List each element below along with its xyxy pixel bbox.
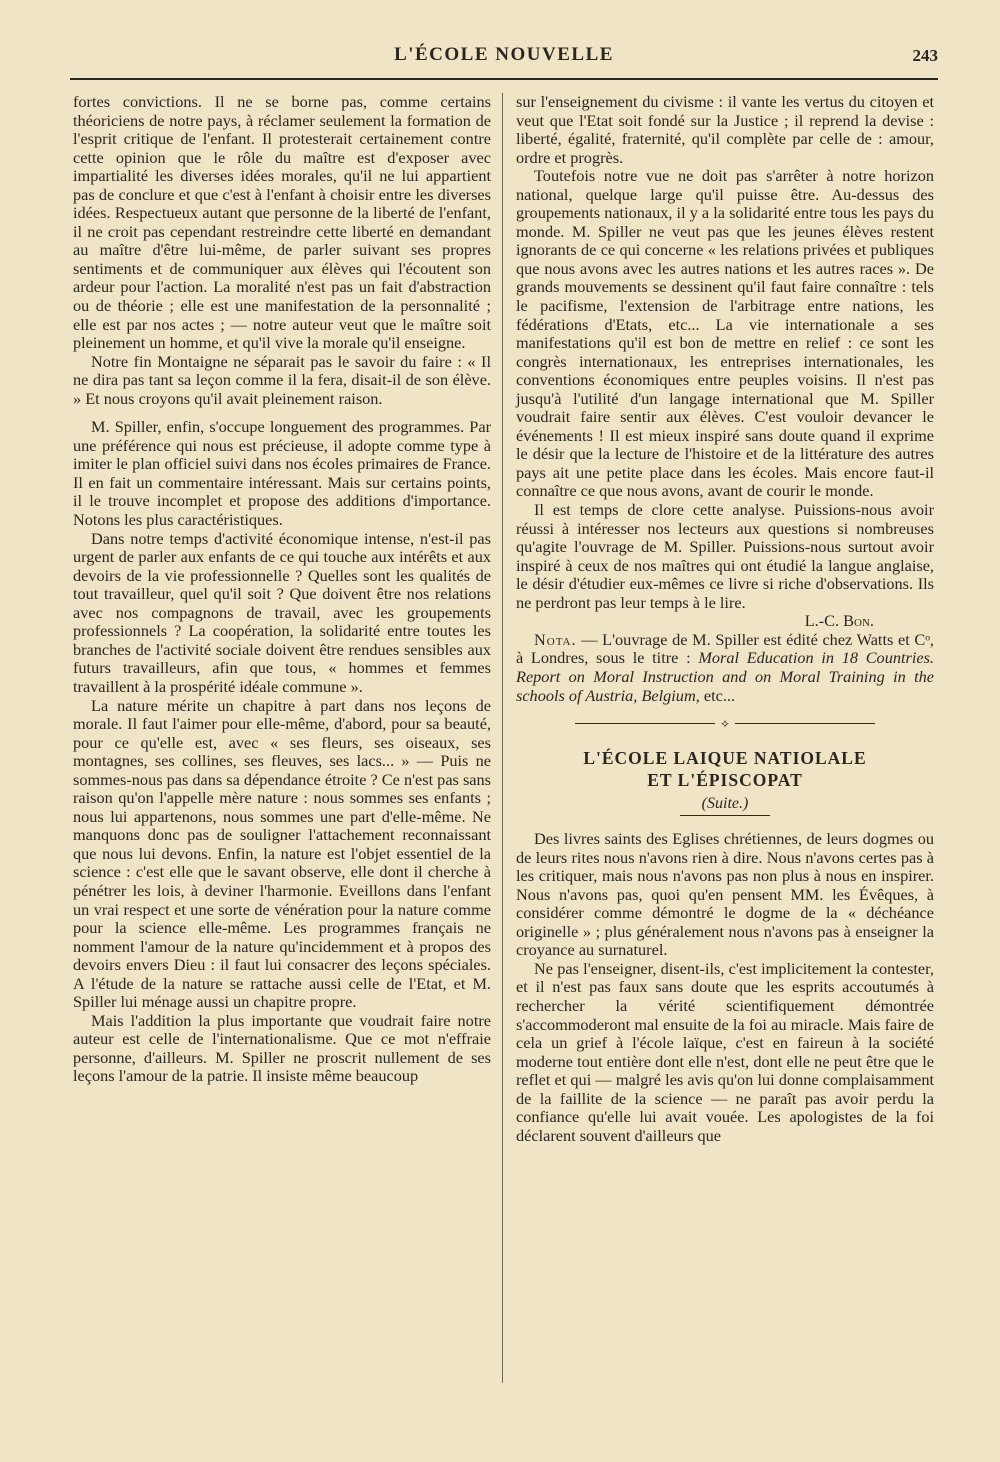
paragraph: Dans notre temps d'activité économique intense, n'est-il pas urgent de parler aux enfants de ce qui touche aux intérêts et aux devoirs de la vie professionnelle ? Quelles sont les qualités de tout travailleur, quel qu'il soit ? Que doivent être nos relations avec nos compagnons de travail, avec les groupements professionnels ? La coopération, la solidarité entre toutes les branches de l'activité sociale doivent être rendues sensibles aux futurs travailleurs, afin que tous, « hommes et femmes travaillent à la prospérité idéale commune ». — [73, 528, 491, 696]
ornament-rule — [575, 723, 715, 724]
paragraph: Toutefois notre vue ne doit pas s'arrêter à notre horizon national, quelque large qu'il puisse être. Au-dessus des groupements nationaux, il y a la solidarité entre tous les pays du monde. M. Spiller ne veut pas que les jeunes élèves restent ignorants de ce qui concerne « les relations privées et publiques que nous avons avec les autres nations et les autres races ». De grands mouvements se dessinent qu'il faut faire connaître : tels le pacifisme, l'extension de l'arbitrage entre nations, les fédérations d'Etats, etc... La vie internationale a ses manifestations qu'il est bon de mettre en relief : ce sont les congrès internationaux, les entreprises internationales, les conventions économiques entre peuples voisins. Il n'est pas jusqu'à l'utilité d'un langage international que M. Spiller voudrait faire sentir aux élèves. C'est vouloir devancer le événements ! Il est mieux inspiré sans doute quand il exprime le désir que la lecture de l'histoire et de la littérature des autres pays ait une petite place dans les écoles. Mais encore faut-il connaître ce que nous avons, avant de courir le monde. — [516, 166, 934, 501]
section-ornament — [516, 713, 934, 733]
paragraph: Notre fin Montaigne ne séparait pas le savoir du faire : « Il ne dira pas tant sa leçon comme il la fera, disait-il de son élève. » Et nous croyons qu'il avait pleinement raison. — [73, 351, 491, 408]
article-title — [516, 747, 934, 791]
right-column — [516, 93, 934, 1145]
article-suite: (Suite.) — [701, 794, 749, 812]
column-divider — [502, 93, 503, 1383]
article-title-line: L'ÉCOLE LAIQUE NATIOLALE — [583, 747, 867, 768]
paragraph: M. Spiller, enfin, s'occupe longuement des programmes. Par une préférence qui nous est précieuse, il adopte comme type à imiter le plan officiel suivi dans nos écoles primaires de France. Il en fait un commentaire intéressant. Mais sur certains points, il le trouve incomplet et propose des additions d'importance. Notons les plus caractéristiques. — [73, 417, 491, 530]
left-column — [73, 93, 491, 1086]
nota-label: Nota. — [534, 629, 577, 649]
paragraph: sur l'enseignement du civisme : il vante les vertus du citoyen et veut que l'Etat soit fondé sur la Justice ; il reprend la devise : liberté, égalité, fraternité, qu'il complète par celle de : amour, ordre et progrès. — [516, 92, 934, 167]
author-signature: L.-C. Bon. — [804, 611, 874, 631]
running-title: L'ÉCOLE NOUVELLE — [394, 44, 614, 65]
paragraph: La nature mérite un chapitre à part dans nos leçons de morale. Il faut l'aimer pour elle-même, d'abord, pour sa beauté, pour ce qu'elle est, avec « ses fleurs, ses oiseaux, ses montagnes, ses collines, ses fleuves, ses lacs... » — Puis ne sommes-nous pas dans sa dépendance étroite ? Ce n'est pas sans raison qu'on l'appelle mère nature : nous sommes ses enfants ; nous lui appartenons, nous sommes une part d'elle-même. Ne manquons donc pas de souligner l'attachement reconnaissant que nous lui devons. Enfin, la nature est l'objet essentiel de la science : c'est elle que le savant observe, elle dont il cherche à pénétrer les lois, à deviner l'harmonie. Eveillons dans l'enfant un vrai respect et une sorte de vénération pour la nature comme pour la science elle-même. Les programmes français ne nomment l'amour de la nature qu'incidemment et à propos des devoirs envers Dieu : il faut lui consacrer des leçons spéciales. A l'étude de la nature se rattache aussi celle de l'Etat, et M. Spiller lui ménage aussi un chapitre propre. — [73, 695, 491, 1012]
page-header — [70, 44, 938, 80]
fleuron-icon: ⟡ — [721, 716, 729, 731]
paragraph: Des livres saints des Eglises chrétiennes, de leurs dogmes ou de leurs rites nous n'avons rien à dire. Nous n'avons certes pas à les critiquer, mais nous n'avons pas non plus à nous en inspirer. Nous n'avons pas, quoi qu'en pensent MM. les Évêques, à considérer comme démontré le dogme de la « déchéance originelle » ; plus généralement nous n'avons pas à enseigner la croyance au surnaturel. — [516, 829, 934, 960]
paragraph: Mais l'addition la plus importante que voudrait faire notre auteur est celle de l'internationalisme. Que ce mot n'effraie personne, d'ailleurs. M. Spiller ne proscrit nullement de ses leçons l'amour de la patrie. Il insiste même beaucoup — [73, 1010, 491, 1086]
title-rule — [680, 815, 770, 816]
ornament-rule — [735, 723, 875, 724]
paragraph: Ne pas l'enseigner, disent-ils, c'est implicitement la contester, et il n'est pas faux sans doute que les esprits accoutumés à rechercher la vérité scientifiquement démontrée s'accommoderont mal ensuite de la foi au miracle. Mais faire de cela un grief à l'école laïque, c'est en faireun à la société moderne tout entière dont elle n'est, dont elle ne peut être que le reflet et qui — malgré les avis qu'on lui donne complaisamment de la faillite de la science — ne paraît pas avoir perdu la confiance qu'elle lui avait vouée. Les apologistes de la foi déclarent souvent d'ailleurs que — [516, 958, 934, 1145]
nota-text-end: etc... — [699, 685, 736, 705]
paragraph: Il est temps de clore cette analyse. Puissions-nous avoir réussi à intéresser nos lecteurs aux questions si nombreuses qu'agite l'ouvrage de M. Spiller. Puissions-nous surtout avoir inspiré à ceux de nos maîtres qui ont étudié la langue anglaise, le désir d'étudier eux-mêmes ce livre si riche d'observations. Ils ne perdront pas leur temps à le lire. — [516, 500, 934, 612]
book-title: Moral Education in 18 Countries. Report on Moral Instruction and on Moral Training in the schools of Austria, Belgium, — [516, 648, 934, 705]
article-title-line: ET L'ÉPISCOPAT — [647, 769, 803, 790]
paragraph: fortes convictions. Il ne se borne pas, comme certains théoriciens de notre pays, à réclamer seulement la formation de l'esprit critique de l'enfant. Il protesterait certainement contre cette opinion que le rôle du maître est d'exposer avec impartialité les diverses idées morales, qu'il ne lui appartient pas de conclure et que c'est à l'enfant à choisir entre les diverses idées. Respectueux autant que personne de la liberté de l'enfant, il ne croit pas cependant restreindre cette liberté en demandant au maître d'être lui-même, de parler suivant ses propres sentiments et de communiquer aux élèves qui l'écoutent son ardeur pour l'action. La moralité n'est pas un fait d'abstraction ou de théorie ; elle est une manifestation de la personnalité ; elle est par nos actes ; — notre auteur veut que le maître soit pleinement un homme, et qu'il vive la morale qu'il enseigne. — [73, 92, 491, 353]
nota-paragraph — [516, 631, 934, 705]
page-number: 243 — [912, 46, 938, 65]
nota-text: — L'ouvrage de M. Spiller est édité chez Watts et Cᵒ, à Londres, sous le titre : — [516, 629, 934, 668]
